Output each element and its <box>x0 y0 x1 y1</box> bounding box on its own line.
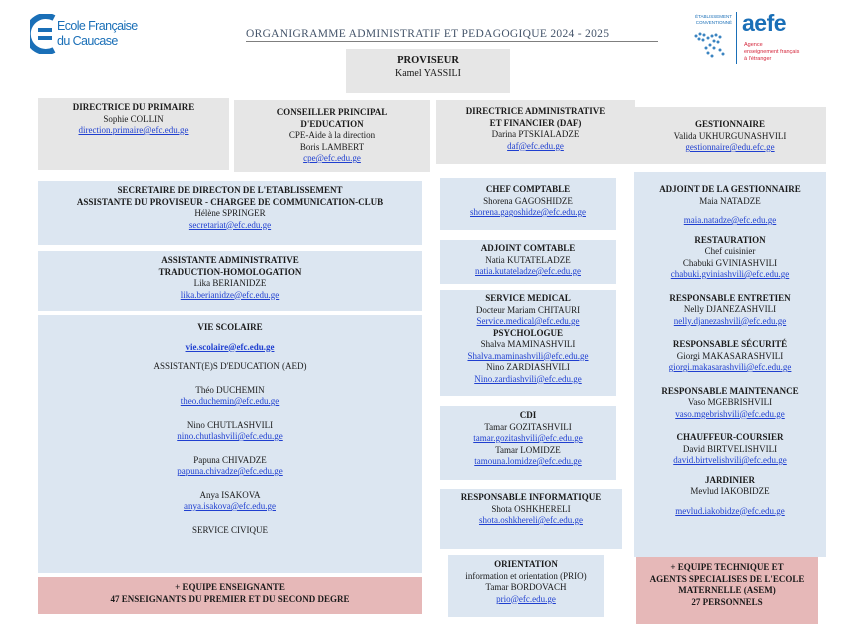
gestionnaire-box <box>634 107 826 164</box>
comptable-name: Shorena GAGOSHIDZE <box>483 195 573 206</box>
chauffeur-email[interactable]: david.birtvelishvili@efc.edu.ge <box>673 455 787 465</box>
cdi-email-1[interactable]: tamar.gozitashvili@efc.edu.ge <box>473 433 583 443</box>
chauffeur-title: CHAUFFEUR-COURSIER <box>676 432 784 442</box>
gestionnaire-title: GESTIONNAIRE <box>694 119 766 129</box>
aed-name: Nino CHUTLASHVILI <box>186 419 274 430</box>
daf-title-1: DIRECTRICE ADMINISTRATIVE <box>465 106 606 116</box>
comptable-box <box>440 178 616 230</box>
cpe-title-1: CONSEILLER PRINCIPAL <box>276 107 388 117</box>
comptable-email[interactable]: shorena.gagoshidze@efc.edu.ge <box>470 207 586 217</box>
cdi-box <box>440 406 616 480</box>
secretaire-name: Hélène SPRINGER <box>194 208 266 218</box>
cpe-box <box>234 100 430 172</box>
enseignants-line-2: 47 ENSEIGNANTS DU PREMIER ET DU SECOND DEGRE <box>110 593 350 604</box>
assistante-box <box>38 251 422 311</box>
orientation-subtitle: information et orientation (PRIO) <box>465 570 587 581</box>
secretaire-box <box>38 181 422 245</box>
maintenance-name: Vaso MGEBRISHVILI <box>687 397 773 407</box>
aed-name: Papuna CHIVADZE <box>193 454 267 465</box>
orientation-box <box>448 555 604 617</box>
adjoint-comptable-name: Natia KUTATELADZE <box>485 254 571 265</box>
adjoint-comptable-box <box>440 240 616 284</box>
efc-logo-icon <box>30 14 56 54</box>
cdi-email-2[interactable]: tamouna.lomidze@efc.edu.ge <box>474 456 582 466</box>
adjoint-comptable-title: ADJOINT COMTABLE <box>480 243 576 253</box>
logo-aefe <box>690 12 820 68</box>
vie-scolaire-box <box>38 315 422 573</box>
logo-efc-line1: Ecole Française <box>57 19 138 33</box>
maintenance-email[interactable]: vaso.mgebrishvili@efc.edu.ge <box>675 408 785 419</box>
jardinier-name: Mevlud IAKOBIDZE <box>690 486 770 496</box>
gestion-services-box <box>634 172 826 557</box>
daf-box <box>436 100 635 164</box>
entretien-title: RESPONSABLE ENTRETIEN <box>669 292 791 303</box>
assistante-email[interactable]: lika.berianidze@efc.edu.ge <box>180 289 280 300</box>
secretaire-email[interactable]: secretariat@efc.edu.ge <box>188 219 272 230</box>
aefe-brand: aefe <box>742 10 787 36</box>
cdi-name-2: Tamar LOMIDZE <box>495 444 561 455</box>
cpe-title-2: D'EDUCATION <box>300 118 364 129</box>
assistante-title-2: TRADUCTION-HOMOLOGATION <box>158 266 302 277</box>
orientation-name: Tamar BORDOVACH <box>485 582 567 592</box>
adjoint-gestion-title: ADJOINT DE LA GESTIONNAIRE <box>659 184 801 194</box>
adjoint-gestion-name: Maia NATADZE <box>699 195 761 206</box>
secretaire-title-1: SECRETAIRE DE DIRECTON DE L'ETABLISSEMENT <box>117 185 343 195</box>
logo-efc-line2: du Caucase <box>57 34 118 48</box>
aed-name: Anya ISAKOVA <box>199 489 261 500</box>
aed-email[interactable]: theo.duchemin@efc.edu.ge <box>180 396 280 406</box>
asem-line-2: AGENTS SPECIALISES DE L'ECOLE <box>649 573 805 584</box>
enseignants-box <box>38 577 422 614</box>
proviseur-box <box>346 49 510 93</box>
orientation-title: ORIENTATION <box>494 559 558 569</box>
enseignants-line-1: + EQUIPE ENSEIGNANTE <box>175 582 285 592</box>
cdi-name-1: Tamar GOZITASHVILI <box>484 421 572 432</box>
adjoint-comptable-email[interactable]: natia.kutateladze@efc.edu.ge <box>475 266 581 276</box>
securite-title: RESPONSABLE SÉCURITÉ <box>672 339 788 349</box>
psychologue-title: PSYCHOLOGUE <box>492 327 563 338</box>
medical-box <box>440 290 616 396</box>
asem-box <box>636 557 818 624</box>
logo-efc <box>30 14 140 58</box>
primaire-title: DIRECTRICE DU PRIMAIRE <box>72 102 195 112</box>
psy-2-email[interactable]: Nino.zardiashvili@efc.edu.ge <box>474 373 582 384</box>
comptable-title: CHEF COMPTABLE <box>485 184 571 194</box>
restauration-email[interactable]: chabuki.gviniashvili@efc.edu.ge <box>670 269 790 279</box>
aed-email[interactable]: anya.isakova@efc.edu.ge <box>184 501 276 511</box>
adjoint-gestion-email[interactable]: maia.natadze@efc.edu.ge <box>683 215 777 225</box>
aefe-tagline-2: enseignement français <box>744 49 800 55</box>
cpe-email[interactable]: cpe@efc.edu.ge <box>303 153 361 163</box>
daf-email[interactable]: daf@efc.edu.ge <box>507 140 564 151</box>
informatique-email[interactable]: shota.oshkhereli@efc.edu.ge <box>478 515 583 525</box>
secretaire-title-2: ASSISTANTE DU PROVISEUR - CHARGEE DE COMMUNICATION-CLUB <box>76 196 384 207</box>
cpe-role: CPE-Aide à la direction <box>288 130 376 140</box>
entretien-name: Nelly DJANEZASHVILI <box>683 304 777 314</box>
assistante-title-1: ASSISTANTE ADMINISTRATIVE <box>161 255 299 265</box>
page-title: ORGANIGRAMME ADMINISTRATIF ET PEDAGOGIQUE 2024 - 2025 <box>246 28 658 42</box>
globe-icon <box>690 26 730 66</box>
aed-label: ASSISTANT(E)S D'EDUCATION (AED) <box>153 361 307 371</box>
primaire-email[interactable]: direction.primaire@efc.edu.ge <box>78 125 189 135</box>
aefe-left-text: ÉTABLISSEMENT CONVENTIONNÉ <box>695 14 732 25</box>
daf-title-2: ET FINANCIER (DAF) <box>489 117 582 128</box>
medical-name: Docteur Mariam CHITAURI <box>475 304 581 315</box>
securite-name: Giorgi MAKASARASHVILI <box>676 350 784 361</box>
aefe-divider <box>736 12 737 64</box>
psy-1-email[interactable]: Shalva.maminashvili@efc.edu.ge <box>467 350 589 361</box>
aed-email[interactable]: papuna.chivadze@efc.edu.ge <box>177 466 283 476</box>
aed-email[interactable]: nino.chutlashvili@efc.edu.ge <box>177 431 283 441</box>
asem-line-3: MATERNELLE (ASEM) <box>678 585 776 595</box>
primaire-box <box>38 98 229 170</box>
aefe-tagline-1: Agence <box>744 42 763 48</box>
assistante-name: Lika BERIANIDZE <box>193 278 267 288</box>
proviseur-title: PROVISEUR <box>397 55 459 66</box>
vie-scolaire-email[interactable]: vie.scolaire@efc.edu.ge <box>185 341 275 352</box>
maintenance-title: RESPONSABLE MAINTENANCE <box>661 385 799 396</box>
jardinier-title: JARDINIER <box>704 474 755 485</box>
securite-email[interactable]: giorgi.makasarashvili@efc.edu.ge <box>668 362 792 372</box>
cpe-name: Boris LAMBERT <box>299 141 365 152</box>
entretien-email[interactable]: nelly.djanezashvili@efc.edu.ge <box>673 315 787 326</box>
medical-title: SERVICE MEDICAL <box>485 293 571 303</box>
service-civique: SERVICE CIVIQUE <box>191 524 269 535</box>
vie-scolaire-title: VIE SCOLAIRE <box>197 322 263 332</box>
aefe-tagline-3: à l'étranger <box>744 56 772 62</box>
restauration-name: Chabuki GVINIASHVILI <box>682 257 778 268</box>
orientation-email[interactable]: prio@efc.edu.ge <box>496 593 556 604</box>
proviseur-name: Kamel YASSILI <box>394 68 461 79</box>
informatique-name: Shota OSHKHERELI <box>491 503 571 514</box>
aed-name: Théo DUCHEMIN <box>195 384 265 395</box>
daf-name: Darina PTSKIALADZE <box>491 129 580 139</box>
informatique-title: RESPONSABLE INFORMATIQUE <box>460 492 602 502</box>
chauffeur-name: David BIRTVELISHVILI <box>682 443 778 454</box>
gestionnaire-name: Valida UKHURGUNASHVILI <box>673 130 787 141</box>
gestionnaire-email[interactable]: gestionnaire@edu.efc.ge <box>685 142 775 152</box>
psy-1-name: Shalva MAMINASHVILI <box>480 339 576 349</box>
cdi-title: CDI <box>519 410 537 420</box>
medical-email[interactable]: Service.medical@efc.edu.ge <box>476 316 580 326</box>
jardinier-email[interactable]: mevlud.iakobidze@efc.edu.ge <box>675 505 785 516</box>
asem-line-1: + EQUIPE TECHNIQUE ET <box>670 562 784 572</box>
psy-2-name: Nino ZARDIASHVILI <box>486 362 570 372</box>
restauration-role: Chef cuisinier <box>704 246 756 256</box>
primaire-name: Sophie COLLIN <box>103 113 164 124</box>
informatique-box <box>440 489 622 549</box>
asem-line-4: 27 PERSONNELS <box>691 596 763 607</box>
restauration-title: RESTAURATION <box>694 234 766 245</box>
